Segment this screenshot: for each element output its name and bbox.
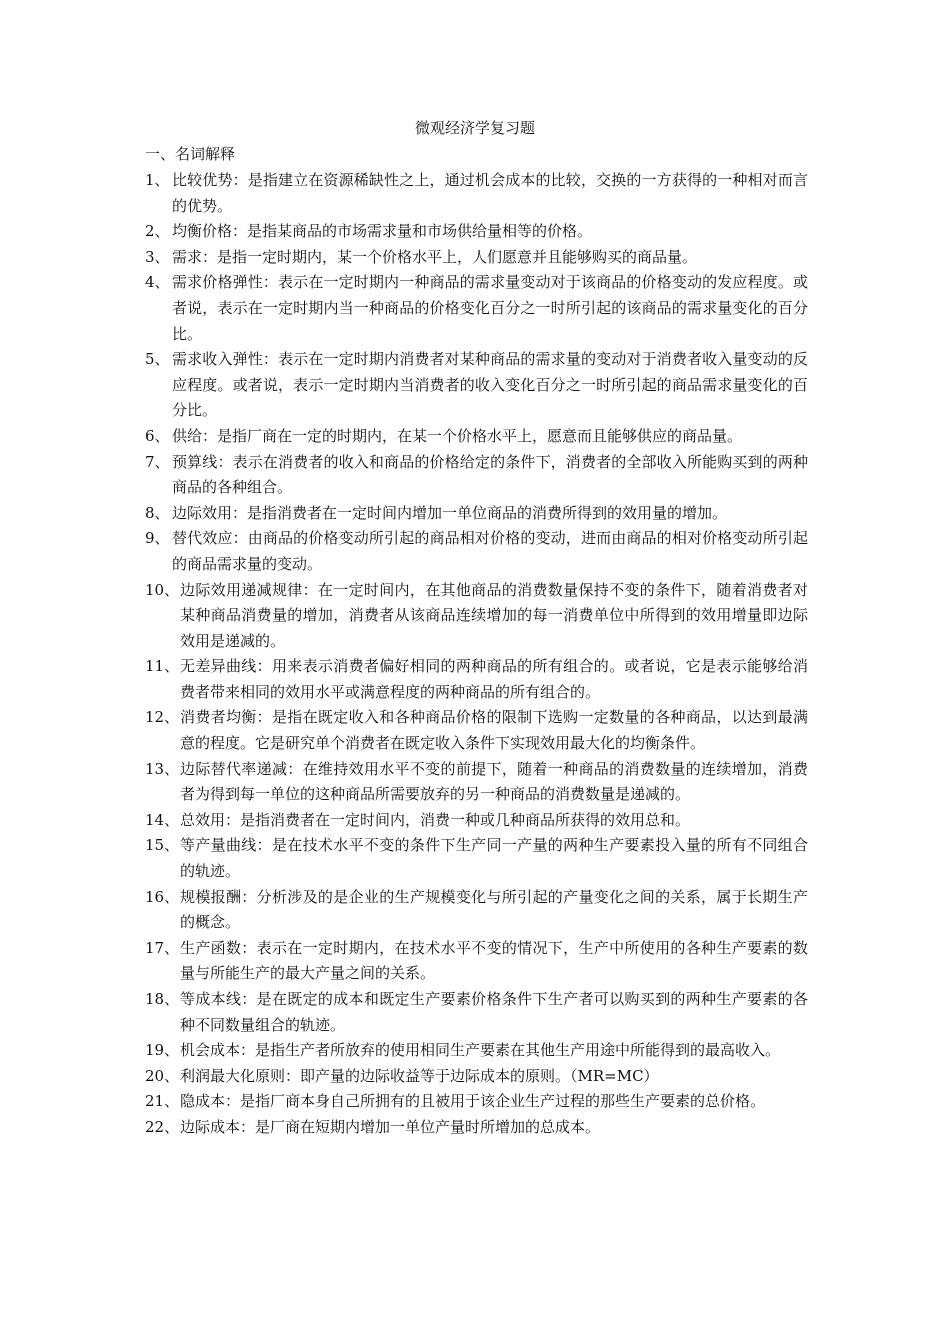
term-item — [145, 757, 808, 808]
term-item — [145, 936, 808, 987]
term-item — [145, 424, 808, 450]
term-definition: 总效用：是指消费者在一定时间内，消费一种或几种商品所获得的效用总和。 — [180, 810, 691, 829]
term-item — [145, 526, 808, 577]
term-definition: 规模报酬：分析涉及的是企业的生产规模变化与所引起的产量变化之间的关系，属于长期生产的概念。 — [180, 887, 808, 932]
term-number: 4、 — [145, 273, 170, 292]
term-item — [145, 705, 808, 756]
term-definition: 隐成本：是指厂商本身自己所拥有的且被用于该企业生产过程的那些生产要素的总价格。 — [180, 1092, 766, 1111]
term-number: 2、 — [145, 222, 170, 241]
term-definition: 预算线：表示在消费者的收入和商品的价格给定的条件下，消费者的全部收入所能购买到的两种商品的各种组合。 — [172, 452, 808, 497]
term-number: 5、 — [145, 350, 170, 369]
term-item — [145, 987, 808, 1038]
term-number: 12、 — [145, 708, 180, 727]
term-definition: 边际替代率递减：在维持效用水平不变的前提下，随着一种商品的消费数量的连续增加，消费者为得到每一单位的这种商品所需要放弃的另一种商品的消费数量是递减的。 — [180, 759, 808, 804]
term-item — [145, 501, 808, 527]
term-item — [145, 1115, 808, 1141]
term-number: 1、 — [145, 171, 170, 189]
term-item — [145, 270, 808, 347]
term-item — [145, 245, 808, 271]
term-definition: 消费者均衡：是指在既定收入和各种商品价格的限制下选购一定数量的各种商品，以达到最满意的程度。它是研究单个消费者在既定收入条件下实现效用最大化的均衡条件。 — [180, 708, 808, 753]
term-item — [145, 833, 808, 884]
term-number: 18、 — [145, 990, 180, 1008]
term-definition: 替代效应：由商品的价格变动所引起的商品相对价格的变动，进而由商品的相对价格变动所引起的商品需求量的变动。 — [172, 529, 808, 573]
term-item — [145, 1089, 808, 1115]
term-definition: 机会成本：是指生产者所放弃的使用相同生产要素在其他生产用途中所能得到的最高收入。 — [180, 1041, 781, 1060]
term-definition: 边际效用：是指消费者在一定时间内增加一单位商品的消费所得到的效用量的增加。 — [172, 503, 728, 522]
term-item — [145, 168, 808, 219]
term-number: 7、 — [145, 452, 170, 471]
term-number: 15、 — [145, 836, 180, 855]
term-item — [145, 450, 808, 501]
term-number: 16、 — [145, 887, 180, 906]
term-number: 3、 — [145, 247, 170, 266]
term-definition: 均衡价格：是指某商品的市场需求量和市场供给量相等的价格。 — [172, 222, 593, 241]
term-definition: 利润最大化原则：即产量的边际收益等于边际成本的原则。（MR=MC） — [180, 1066, 659, 1085]
term-definition: 等成本线：是在既定的成本和既定生产要素价格条件下生产者可以购买到的两种生产要素的各种不同数量组合的轨迹。 — [180, 990, 808, 1034]
term-item — [145, 1038, 808, 1064]
term-item — [145, 1064, 808, 1090]
term-item — [145, 654, 808, 705]
term-definition: 边际效用递减规律：在一定时间内，在其他商品的消费数量保持不变的条件下，随着消费者对某种商品消费量的增加，消费者从该商品连续增加的每一消费单位中所得到的效用增量即边际效用是递减的。 — [180, 580, 808, 650]
section-heading: 一、名词解释 — [145, 145, 236, 163]
term-number: 8、 — [145, 503, 170, 522]
term-number: 20、 — [145, 1066, 180, 1085]
term-definition: 生产函数：表示在一定时期内，在技术水平不变的情况下，生产中所使用的各种生产要素的数量与所能生产的最大产量之间的关系。 — [180, 938, 808, 983]
term-number: 17、 — [145, 938, 180, 957]
term-number: 14、 — [145, 810, 180, 829]
term-definition: 边际成本：是厂商在短期内增加一单位产量时所增加的总成本。 — [180, 1117, 601, 1136]
term-item — [145, 885, 808, 936]
term-definition: 比较优势：是指建立在资源稀缺性之上，通过机会成本的比较，交换的一方获得的一种相对而言的优势。 — [172, 171, 808, 215]
term-definition: 需求价格弹性：表示在一定时期内一种商品的需求量变动对于该商品的价格变动的发应程度。或者说，表示在一定时期内当一种商品的价格变化百分之一时所引起的该商品的需求量变化的百分比。 — [172, 273, 808, 343]
term-definition: 无差异曲线：用来表示消费者偏好相同的两种商品的所有组合的。或者说，它是表示能够给消费者带来相同的效用水平或满意程度的两种商品的所有组合的。 — [180, 657, 808, 701]
term-number: 10、 — [145, 580, 180, 599]
term-number: 19、 — [145, 1041, 180, 1060]
term-item — [145, 347, 808, 424]
term-item — [145, 808, 808, 834]
term-list — [145, 168, 808, 1141]
term-definition: 需求收入弹性：表示在一定时期内消费者对某种商品的需求量的变动对于消费者收入量变动的反应程度。或者说，表示一定时期内当消费者的收入变化百分之一时所引起的商品需求量变化的百分比。 — [172, 350, 808, 420]
term-definition: 供给：是指厂商在一定的时期内，在某一个价格水平上，愿意而且能够供应的商品量。 — [172, 426, 743, 445]
term-item — [145, 578, 808, 655]
term-number: 22、 — [145, 1117, 180, 1136]
term-definition: 等产量曲线：是在技术水平不变的条件下生产同一产量的两种生产要素投入量的所有不同组合的轨迹。 — [180, 836, 808, 881]
term-number: 21、 — [145, 1092, 180, 1111]
term-definition: 需求：是指一定时期内，某一个价格水平上，人们愿意并且能够购买的商品量。 — [172, 247, 698, 266]
term-number: 9、 — [145, 529, 170, 548]
term-number: 6、 — [145, 426, 170, 445]
term-number: 11、 — [145, 657, 180, 676]
document-title: 微观经济学复习题 — [414, 119, 535, 137]
term-item — [145, 219, 808, 245]
term-number: 13、 — [145, 759, 180, 778]
